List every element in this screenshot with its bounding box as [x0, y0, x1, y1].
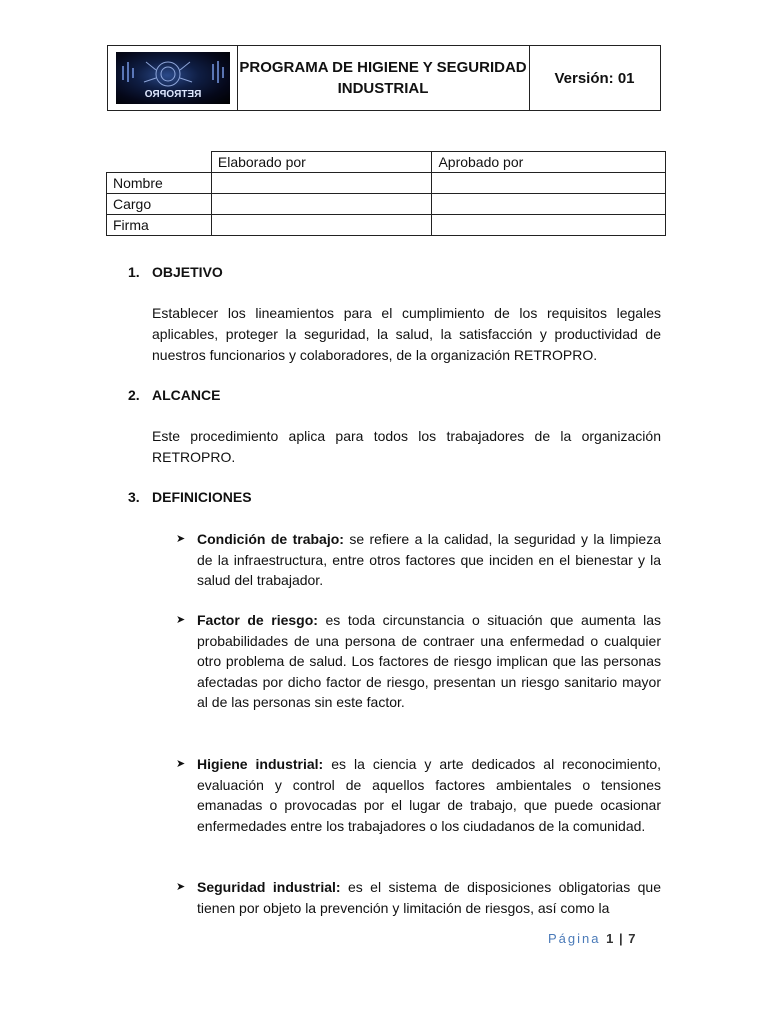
col-header-elaborado: Elaborado por — [211, 152, 432, 173]
page-separator: | — [618, 931, 623, 946]
signoff-table — [106, 151, 666, 242]
section-heading-objetivo: 1. OBJETIVO — [128, 264, 223, 280]
definition-higiene-industrial: Higiene industrial: es la ciencia y arte dedicados al reconocimiento, evaluación y control de aquellos factores ambientales o tensiones emanadas o provocadas por el lugar de trabajo, que puede ocasionar enfermedades entre los trabajadores o los ciudadanos de la comunidad. — [197, 756, 661, 834]
section-text-alcance: Este procedimiento aplica para todos los trabajadores de la organización RETROPRO. — [152, 428, 661, 465]
document-title — [237, 46, 530, 110]
bullet-arrow-icon: ➤ — [176, 614, 186, 626]
cargo-elaborado-cell[interactable] — [211, 194, 432, 215]
definition-factor-riesgo: Factor de riesgo: es toda circunstancia o situación que aumenta las probabilidades de una persona de contraer una enfermedad o cualquier otro problema de salud. Los factores de riesgo implican que las personas afectadas por dicho factor de riesgo, presentan un riesgo sanitario mayor al de las personas sin este factor. — [197, 612, 661, 710]
nombre-aprobado-cell[interactable] — [432, 173, 666, 194]
row-label-nombre: Nombre — [107, 173, 212, 194]
section-heading-definiciones: 3. DEFINICIONES — [128, 489, 252, 505]
nombre-elaborado-cell[interactable] — [211, 173, 432, 194]
bullet-arrow-icon: ➤ — [176, 881, 186, 893]
firma-elaborado-cell[interactable] — [211, 215, 432, 236]
logo-cell — [108, 46, 238, 110]
cargo-aprobado-cell[interactable] — [432, 194, 666, 215]
row-label-cargo: Cargo — [107, 194, 212, 215]
title-line-2: INDUSTRIAL — [337, 80, 429, 97]
document-header — [107, 45, 661, 111]
title-line-1: PROGRAMA DE HIGIENE Y SEGURIDAD — [239, 59, 527, 76]
version-label: Versión: 01 — [554, 69, 635, 87]
bullet-arrow-icon: ➤ — [176, 533, 186, 545]
definition-seguridad-industrial: Seguridad industrial: es el sistema de disposiciones obligatorias que tienen por objeto la prevención y limitación de riesgos, así como la — [197, 879, 661, 916]
section-text-objetivo: Establecer los lineamientos para el cumplimiento de los requisitos legales aplicables, proteger la seguridad, la salud, la satisfacción y productividad de nuestros funcionarios y colaboradores, de la organización RETROPRO. — [152, 305, 661, 363]
page-current: 1 — [606, 931, 614, 946]
page-label: Página — [548, 931, 601, 946]
empty-corner-cell — [107, 152, 212, 173]
firma-aprobado-cell[interactable] — [432, 215, 666, 236]
definition-condicion: Condición de trabajo: se refiere a la calidad, la seguridad y la limpieza de la infraestructura, entre otros factores que inciden en el bienestar y la salud del trabajador. — [197, 531, 662, 588]
section-heading-alcance: 2. ALCANCE — [128, 387, 221, 403]
row-label-firma: Firma — [107, 215, 212, 236]
company-logo — [116, 52, 230, 104]
page-total: 7 — [628, 931, 636, 946]
page-footer — [548, 931, 635, 946]
col-header-aprobado: Aprobado por — [432, 152, 666, 173]
bullet-arrow-icon: ➤ — [176, 758, 186, 770]
svg-text:RETROPRO: RETROPRO — [144, 89, 202, 100]
